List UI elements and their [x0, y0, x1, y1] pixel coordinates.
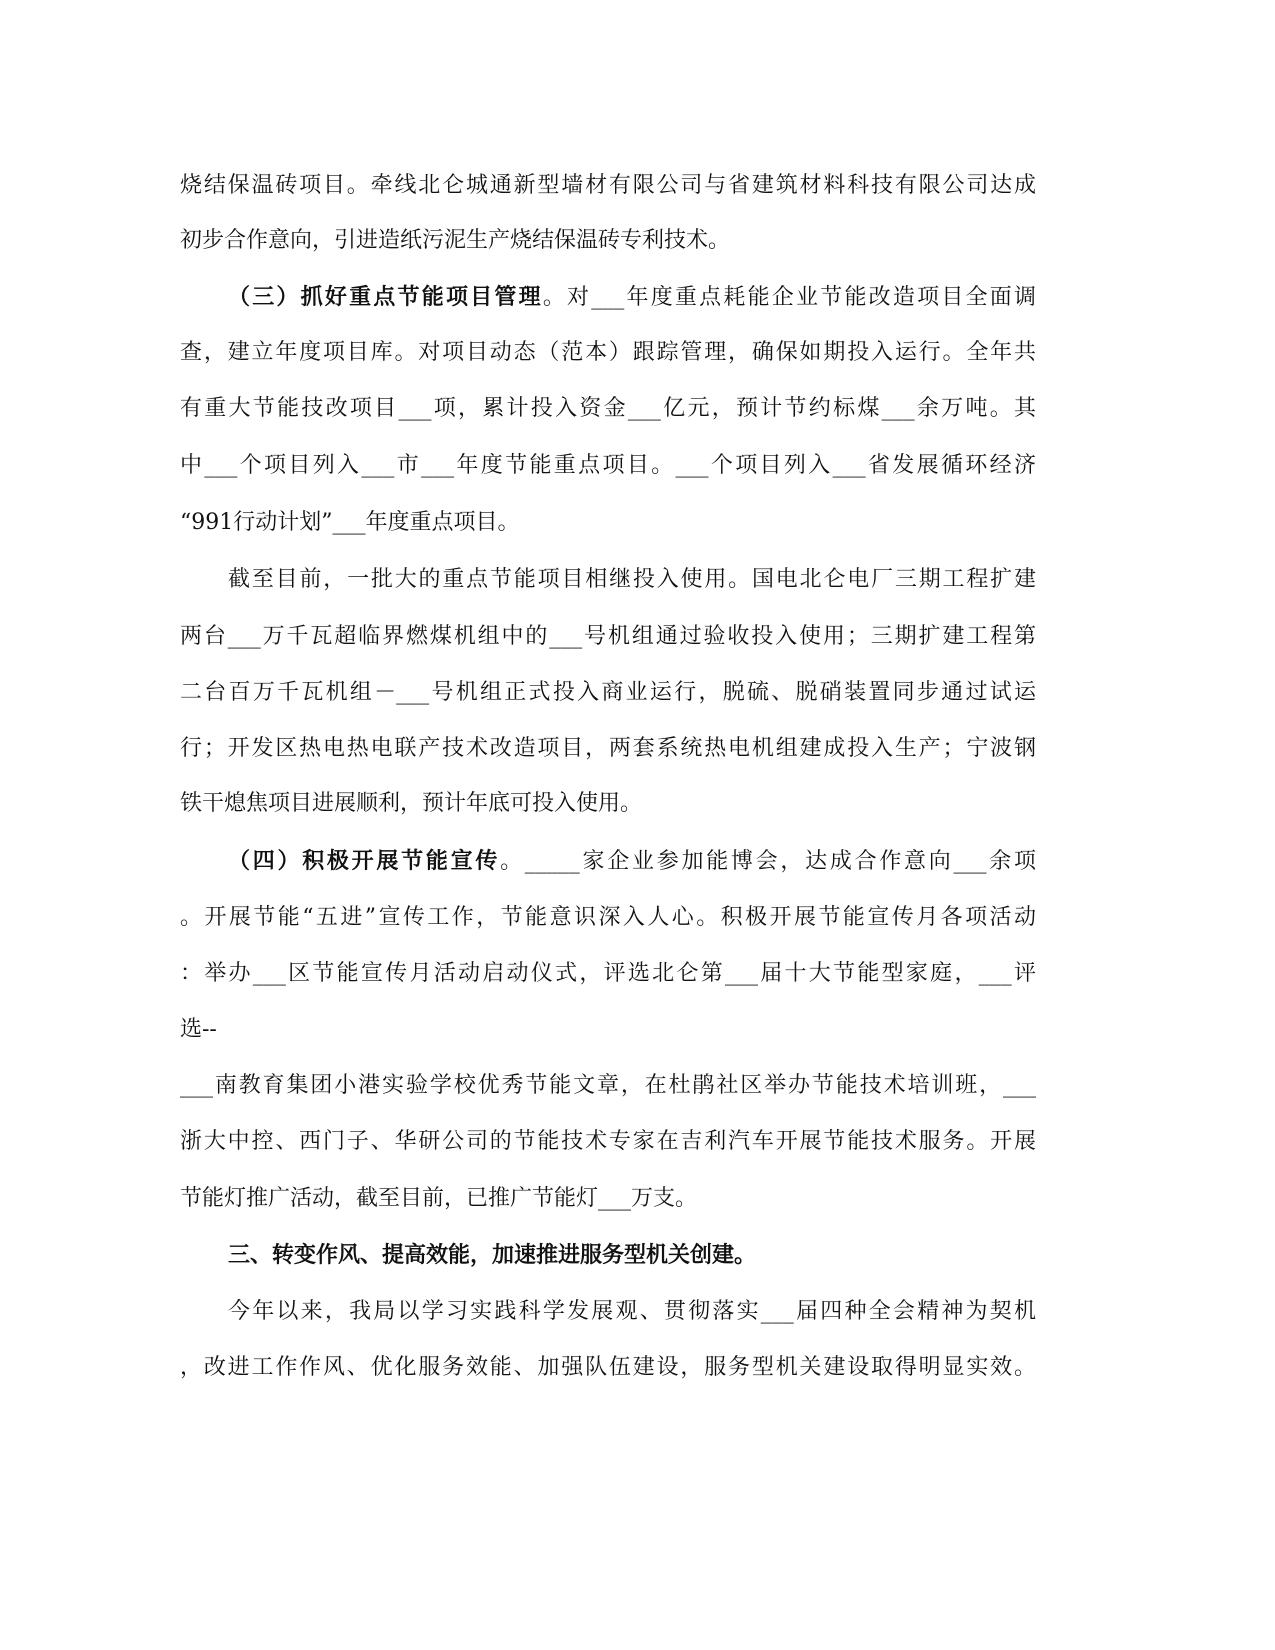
text-line [228, 1296, 1036, 1327]
body-text: 。_____家企业参加能博会，达成合作意向___余项 [500, 849, 1036, 874]
text-line [180, 337, 1036, 368]
text-line [180, 450, 1036, 481]
text-line [180, 788, 1036, 819]
body-text: 今年以来，我局以学习实践科学发展观、贯彻落实___届四种全会精神为契机 [228, 1299, 1036, 1324]
body-text: 烧结保温砖项目。牵线北仑城通新型墙材有限公司与省建筑材料科技有限公司达成 [180, 173, 1036, 198]
body-text: 。开展节能“五进”宣传工作，节能意识深入人心。积极开展节能宣传月各项活动 [180, 905, 1036, 930]
text-line [180, 733, 1036, 764]
body-text: 行；开发区热电热电联产技术改造项目，两套系统热电机组建成投入生产；宁波钢 [180, 736, 1036, 761]
body-text: 铁干熄焦项目进展顺利，预计年底可投入使用。 [180, 791, 643, 816]
text-line [228, 846, 1036, 877]
text-line [180, 958, 1036, 989]
body-text: 中___个项目列入___市___年度节能重点项目。___个项目列入___省发展循环经济 [180, 453, 1036, 478]
text-line [180, 1126, 1036, 1157]
bold-heading: （四）积极开展节能宣传 [228, 848, 501, 874]
body-text: 有重大节能技改项目___项，累计投入资金___亿元，预计节约标煤___余万吨。其 [180, 396, 1036, 421]
text-line [228, 1240, 1036, 1271]
body-text: 浙大中控、西门子、华研公司的节能技术专家在吉利汽车开展节能技术服务。开展 [180, 1129, 1036, 1154]
body-text: 两台___万千瓦超临界燃煤机组中的___号机组通过验收投入使用；三期扩建工程第 [180, 624, 1036, 649]
text-line [180, 1070, 1036, 1101]
body-text: ：举办___区节能宣传月活动启动仪式，评选北仑第___届十大节能型家庭，___评 [180, 961, 1036, 986]
body-text: “991行动计划”___年度重点项目。 [180, 510, 520, 535]
text-line [180, 1352, 1036, 1383]
bold-heading: （三）抓好重点节能项目管理 [228, 284, 543, 310]
text-line [180, 225, 1036, 256]
body-text: ___南教育集团小港实验学校优秀节能文章，在杜鹃社区举办节能技术培训班，___ [180, 1073, 1036, 1098]
body-text: 初步合作意向，引进造纸污泥生产烧结保温砖专利技术。 [180, 228, 731, 253]
body-text: 节能灯推广活动，截至目前，已推广节能灯___万支。 [180, 1186, 698, 1211]
text-line [180, 507, 1036, 538]
text-line [228, 564, 1036, 595]
text-line [228, 282, 1036, 313]
body-text: 选-- [180, 1017, 217, 1042]
body-text: 。对___年度重点耗能企业节能改造项目全面调 [542, 285, 1036, 310]
text-line [180, 621, 1036, 652]
text-line [180, 170, 1036, 201]
body-text: ，改进工作作风、优化服务效能、加强队伍建设，服务型机关建设取得明显实效。 [180, 1355, 1036, 1380]
body-text: 截至目前，一批大的重点节能项目相继投入使用。国电北仑电厂三期工程扩建 [228, 567, 1036, 592]
text-line [180, 902, 1036, 933]
body-text: 查，建立年度项目库。对项目动态（范本）跟踪管理，确保如期投入运行。全年共 [180, 340, 1036, 365]
text-line [180, 1183, 1036, 1214]
text-line [180, 393, 1036, 424]
body-text: 二台百万千瓦机组－___号机组正式投入商业运行，脱硫、脱硝装置同步通过试运 [180, 680, 1036, 705]
text-line [180, 1014, 1036, 1045]
text-line [180, 677, 1036, 708]
bold-heading: 三、转变作风、提高效能，加速推进服务型机关创建。 [228, 1242, 757, 1268]
